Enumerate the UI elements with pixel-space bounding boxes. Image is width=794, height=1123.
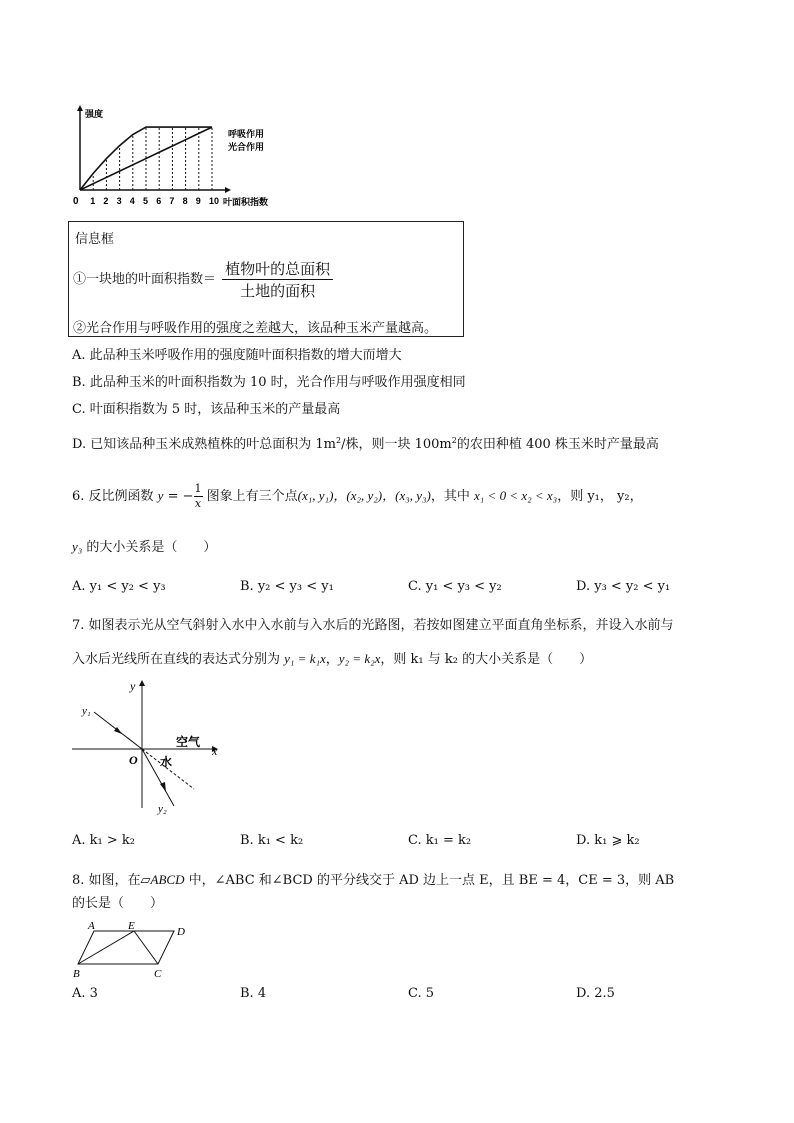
q6-line2-text: 的大小关系是（ ） bbox=[82, 540, 217, 555]
q6-frac-den: x bbox=[194, 497, 202, 510]
q5-option-c: C. 叶面积指数为 5 时，该品种玉米的产量最高 bbox=[72, 402, 341, 417]
q7-option-b: B. k₁ < k₂ bbox=[240, 833, 304, 848]
q6-condition: x₁ < 0 < x₂ < x₃ bbox=[474, 488, 558, 503]
q7-option-d: D. k₁ ⩾ k₂ bbox=[576, 833, 640, 848]
chart-tick-label: 2 bbox=[103, 196, 109, 206]
q6-points: (x₁, y₁)，(x₂, y₂)，(x₃, y₃) bbox=[297, 488, 431, 503]
chart-legend-respiration: 呼吸作用 bbox=[228, 130, 265, 140]
q7-y-label: y bbox=[130, 679, 136, 693]
q8-line2: 的长是（ ） bbox=[72, 896, 164, 911]
q6-y3: y₃ bbox=[72, 539, 83, 554]
q6-stem-a: 6. 反比例函数 bbox=[72, 489, 158, 504]
info-box-title: 信息框 bbox=[75, 232, 115, 247]
chart-tick-label: 5 bbox=[143, 196, 149, 206]
q8-label-a: A bbox=[88, 920, 95, 932]
q6-func-eq: = − bbox=[163, 489, 194, 504]
q8-label-e: E bbox=[128, 920, 135, 932]
q8-line1-b: 中，∠ABC 和∠BCD 的平分线交于 AD 边上一点 E，且 BE = 4，CE = 3，则 AB bbox=[184, 873, 675, 888]
q6-frac-num: 1 bbox=[194, 482, 202, 495]
q7-line2 bbox=[72, 648, 592, 667]
q5-option-b: B. 此品种玉米的叶面积指数为 10 时，光合作用与呼吸作用强度相同 bbox=[72, 375, 466, 390]
q8-option-d: D. 2.5 bbox=[576, 986, 615, 1001]
q8-label-c: C bbox=[154, 968, 162, 980]
chart-origin-label: 0 bbox=[73, 196, 79, 207]
q5-d-part1: D. 已知该品种玉米成熟植株的叶总面积为 1m bbox=[72, 437, 336, 452]
q6-stem bbox=[72, 482, 643, 511]
q6-stem-d: ，则 y₁， y₂， bbox=[557, 489, 643, 504]
q6-option-c: C. y₁ < y₃ < y₂ bbox=[408, 579, 502, 594]
q7-line2-b: ，则 k₁ 与 k₂ 的大小关系是（ ） bbox=[380, 652, 593, 667]
leaf-index-label: ①一块地的叶面积指数＝ bbox=[73, 272, 217, 287]
q7-y-axis-arrow bbox=[139, 680, 145, 686]
q7-y1-label: y₁ bbox=[82, 705, 91, 717]
q7-eq1: y₁ = k₁x bbox=[284, 651, 326, 666]
fraction-numerator: 植物叶的总面积 bbox=[222, 258, 333, 280]
chart-tick-label: 8 bbox=[182, 196, 188, 206]
chart-tick-label: 1 bbox=[90, 196, 96, 206]
q7-option-a: A. k₁ > k₂ bbox=[72, 833, 135, 848]
q7-water-label: 水 bbox=[160, 755, 173, 769]
q8-label-b: B bbox=[73, 968, 80, 980]
q7-sep: ， bbox=[325, 652, 339, 667]
q8-parallelogram-figure bbox=[70, 916, 200, 982]
leaf-index-fraction bbox=[222, 258, 333, 301]
info-box bbox=[68, 221, 464, 337]
q6-option-d: D. y₃ < y₂ < y₁ bbox=[576, 579, 671, 594]
q5-d-part2: /株，则一块 100m bbox=[341, 437, 452, 452]
q7-x-label: x bbox=[212, 744, 218, 758]
chart-tick-label: 4 bbox=[129, 196, 135, 206]
q7-option-c: C. k₁ = k₂ bbox=[408, 833, 472, 848]
q5-d-square-2: 2 bbox=[451, 436, 457, 445]
chart-x-axis-arrow bbox=[225, 187, 231, 193]
q6-stem-b: 图象上有三个点 bbox=[202, 489, 298, 504]
q8-line1-a: 8. 如图，在▱ bbox=[72, 873, 151, 888]
q8-parallelogram: ABCD bbox=[150, 872, 185, 887]
chart-tick-label: 10 bbox=[209, 196, 220, 206]
fraction-denominator: 土地的面积 bbox=[240, 282, 316, 300]
chart-x-label: 叶面积指数 bbox=[223, 198, 269, 208]
q7-line1: 7. 如图表示光从空气斜射入水中入水前与入水后的光路图，若按如图建立平面直角坐标系，并设入水前与 bbox=[72, 618, 674, 633]
q7-line2-a: 入水后光线所在直线的表达式分别为 bbox=[72, 652, 285, 667]
chart-tick-label: 9 bbox=[195, 196, 201, 206]
q6-fraction bbox=[194, 482, 203, 511]
chart-tick-label: 6 bbox=[156, 196, 162, 206]
q6-func-lhs: y bbox=[157, 488, 164, 503]
q7-light-path-figure bbox=[70, 676, 230, 818]
q8-option-c: C. 5 bbox=[408, 986, 435, 1001]
q6-stem-c: ，其中 bbox=[430, 489, 475, 504]
chart-y-label: 强度 bbox=[85, 110, 104, 120]
q5-option-d bbox=[72, 433, 659, 452]
info-box-item-2: ②光合作用与呼吸作用的强度之差越大，该品种玉米产量越高。 bbox=[73, 321, 438, 336]
q8-line1 bbox=[72, 869, 674, 888]
chart-legend-photosynthesis: 光合作用 bbox=[228, 143, 265, 153]
info-box-item-1 bbox=[73, 258, 335, 301]
q6-option-b: B. y₂ < y₃ < y₁ bbox=[240, 579, 334, 594]
q7-y2-label: y₂ bbox=[158, 803, 167, 815]
q6-option-a: A. y₁ < y₂ < y₃ bbox=[72, 579, 166, 594]
chart-tick-label: 3 bbox=[116, 196, 122, 206]
q8-segment-ce bbox=[134, 931, 158, 964]
chart-y-axis-arrow bbox=[77, 105, 83, 111]
q5-d-square-1: 2 bbox=[335, 436, 342, 445]
q8-option-b: B. 4 bbox=[240, 986, 267, 1001]
q6-line2 bbox=[72, 536, 216, 555]
chart-tick-label: 7 bbox=[169, 196, 175, 206]
q8-label-d: D bbox=[177, 926, 185, 938]
intensity-chart bbox=[68, 104, 288, 216]
q5-d-part3: 的农田种植 400 株玉米时产量最高 bbox=[456, 437, 659, 452]
q5-option-a: A. 此品种玉米呼吸作用的强度随叶面积指数的增大而增大 bbox=[72, 348, 402, 363]
q7-air-label: 空气 bbox=[176, 735, 201, 749]
q7-eq2: y₂ = k₂x bbox=[338, 651, 381, 666]
q7-origin-label: O bbox=[129, 753, 138, 767]
q8-option-a: A. 3 bbox=[72, 986, 98, 1001]
